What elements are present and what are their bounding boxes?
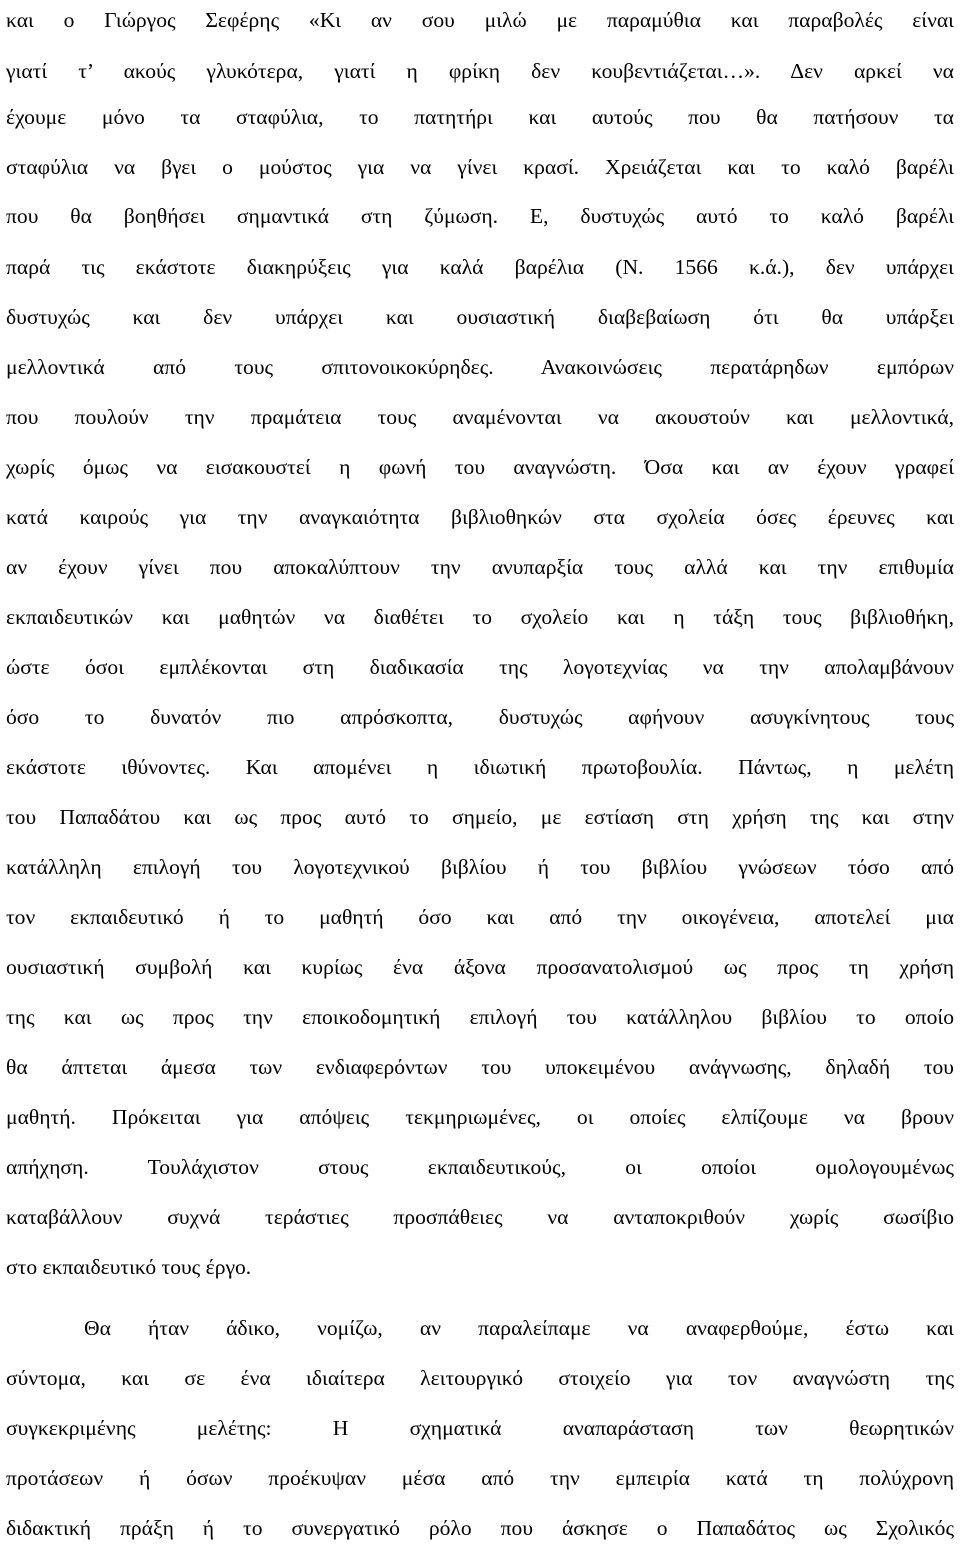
text-line: Θα ήταν άδικο, νομίζω, αν παραλείπαμε να αναφερθούμε, έστω και [84, 1316, 954, 1340]
text-line: κατά καιρούς για την αναγκαιότητα βιβλιοθηκών στα σχολεία όσες έρευνες και [6, 505, 954, 529]
text-line: θα άπτεται άμεσα των ενδιαφερόντων του υποκειμένου ανάγνωσης, δηλαδή του [6, 1055, 954, 1079]
text-line: καταβάλλουν συχνά τεράστιες προσπάθειες να ανταποκριθούν χωρίς σωσίβιο [6, 1205, 954, 1229]
text-line: διδακτική πράξη ή το συνεργατικό ρόλο που άσκησε ο Παπαδάτος ως Σχολικός [6, 1516, 954, 1540]
text-line: του Παπαδάτου και ως προς αυτό το σημείο, με εστίαση στη χρήση της και στην [6, 805, 954, 829]
text-line: εκάστοτε ιθύνοντες. Και απομένει η ιδιωτική πρωτοβουλία. Πάντως, η μελέτη [6, 755, 954, 779]
text-line: ουσιαστική συμβολή και κυρίως ένα άξονα προσανατολισμού ως προς τη χρήση [6, 955, 954, 979]
text-line: συγκεκριμένης μελέτης: Η σχηματικά αναπαράσταση των θεωρητικών [6, 1416, 954, 1440]
text-line: προτάσεων ή όσων προέκυψαν μέσα από την εμπειρία κατά τη πολύχρονη [6, 1466, 954, 1490]
text-line: μαθητή. Πρόκειται για απόψεις τεκμηριωμένες, οι οποίες ελπίζουμε να βρουν [6, 1105, 954, 1129]
text-line: ώστε όσοι εμπλέκονται στη διαδικασία της λογοτεχνίας να την απολαμβάνουν [6, 655, 954, 679]
text-line: που πουλούν την πραμάτεια τους αναμένονται να ακουστούν και μελλοντικά, [6, 405, 954, 429]
text-line: που θα βοηθήσει σημαντικά στη ζύμωση. Ε, δυστυχώς αυτό το καλό βαρέλι [6, 204, 954, 228]
text-line: της και ως προς την εποικοδομητική επιλογή του κατάλληλου βιβλίου το οποίο [6, 1005, 954, 1029]
text-line: χωρίς όμως να εισακουστεί η φωνή του αναγνώστη. Όσα και αν έχουν γραφεί [6, 455, 954, 479]
text-line: κατάλληλη επιλογή του λογοτεχνικού βιβλίου ή του βιβλίου γνώσεων τόσο από [6, 855, 954, 879]
text-line: παρά τις εκάστοτε διακηρύξεις για καλά βαρέλια (Ν. 1566 κ.ά.), δεν υπάρχει [6, 255, 954, 279]
text-line: τον εκπαιδευτικό ή το μαθητή όσο και από την οικογένεια, αποτελεί μια [6, 905, 954, 929]
text-line: απήχηση. Τουλάχιστον στους εκπαιδευτικούς, οι οποίοι ομολογουμένως [6, 1155, 954, 1179]
text-line: δυστυχώς και δεν υπάρχει και ουσιαστική διαβεβαίωση ότι θα υπάρξει [6, 305, 954, 329]
text-line: έχουμε μόνο τα σταφύλια, το πατητήρι και αυτούς που θα πατήσουν τα [6, 105, 954, 129]
text-line: στο εκπαιδευτικό τους έργο. [6, 1255, 252, 1279]
text-line: σταφύλια να βγει ο μούστος για να γίνει κρασί. Χρειάζεται και το καλό βαρέλι [6, 155, 954, 179]
text-line: γιατί τ’ ακούς γλυκότερα, γιατί η φρίκη δεν κουβεντιάζεται…». Δεν αρκεί να [6, 59, 954, 83]
text-line: όσο το δυνατόν πιο απρόσκοπτα, δυστυχώς αφήνουν ασυγκίνητους τους [6, 705, 954, 729]
text-line: και ο Γιώργος Σεφέρης «Κι αν σου μιλώ με παραμύθια και παραβολές είναι [6, 8, 954, 32]
text-line: σύντομα, και σε ένα ιδιαίτερα λειτουργικό στοιχείο για τον αναγνώστη της [6, 1366, 954, 1390]
text-line: εκπαιδευτικών και μαθητών να διαθέτει το σχολείο και η τάξη τους βιβλιοθήκη, [6, 605, 954, 629]
text-line: μελλοντικά από τους σπιτονοικοκύρηδες. Ανακοινώσεις περατάρηδων εμπόρων [6, 355, 954, 379]
text-line: αν έχουν γίνει που αποκαλύπτουν την ανυπαρξία τους αλλά και την επιθυμία [6, 555, 954, 579]
